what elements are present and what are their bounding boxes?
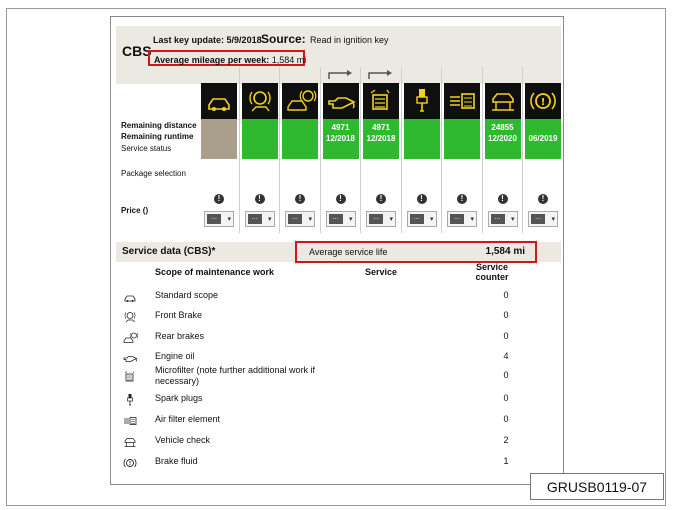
service-status-cell [485,119,521,159]
column-divider [482,67,483,233]
air-filter-icon [444,83,480,119]
col-service-header: Service [365,267,398,277]
chevron-down-icon: ▾ [389,216,393,223]
chevron-down-icon: ▾ [429,216,434,223]
warning-icon: ! [214,194,224,204]
maintenance-item-label: Standard scope [155,290,219,300]
warning-icon: ! [498,194,508,204]
remaining-distance-value [242,123,278,134]
table-row [111,367,563,387]
service-status-cell [323,119,359,159]
car-standard-scope-icon [201,83,237,119]
table-row [111,411,563,431]
service-status-cell [444,119,480,159]
car-standard-scope-icon [119,288,141,306]
maintenance-item-label: Brake fluid [155,456,198,466]
remaining-distance-value [282,123,318,134]
chevron-down-icon: ▾ [227,216,231,223]
remaining-distance-value: 4971 [331,123,350,132]
column-divider [360,67,361,233]
maintenance-item-label: Rear brakes [155,331,205,341]
warning-icon: ! [457,194,467,204]
column-divider [401,67,402,233]
package-selection-dropdown[interactable] [528,211,558,227]
column-divider [522,67,523,233]
microfilter-icon [119,368,141,386]
column-divider [279,67,280,233]
dropdown-value: ... [329,214,343,224]
warning-icon: ! [295,194,305,204]
average-service-life-label: Average service life [309,247,388,257]
average-service-life-value: 1,584 mi [485,246,525,257]
package-selection-dropdown[interactable] [488,211,518,227]
rear-brake-icon [119,329,141,347]
chevron-down-icon: ▾ [308,216,312,223]
dropdown-value: ... [491,214,505,224]
remaining-distance-value [404,123,440,134]
label-remaining-distance: Remaining distance [121,121,197,130]
brake-fluid-icon [525,83,561,119]
table-row [111,390,563,410]
dropdown-value: ... [248,214,262,224]
remaining-distance-value: 4971 [372,123,390,132]
service-status-cell [282,119,318,159]
table-row [111,328,563,348]
column-divider [320,67,321,233]
chevron-down-icon: ▾ [470,216,474,223]
next-service-arrow-icon [363,67,399,83]
warning-icon: ! [538,194,548,204]
brake-fluid-icon [119,454,141,472]
chevron-down-icon: ▾ [551,216,555,223]
remaining-distance-value [444,123,480,134]
service-counter-value: 2 [503,435,509,445]
maintenance-item-label: Vehicle check [155,435,211,445]
label-remaining-runtime: Remaining runtime [121,132,194,141]
average-mileage-value: 1,584 mi [271,55,307,65]
col-counter-header: Service counter [475,262,509,282]
chevron-down-icon: ▾ [348,216,353,223]
spark-plug-icon [404,83,440,119]
table-row [111,287,563,307]
maintenance-item-label: Spark plugs [155,393,203,403]
front-brake-icon [119,308,141,326]
service-counter-value: 0 [503,331,509,341]
table-row [111,432,563,452]
vehicle-check-icon [119,433,141,451]
dropdown-value: ... [369,214,383,224]
cbs-title: CBS [122,43,152,59]
average-mileage-label: Average mileage per week: [154,55,270,65]
col-scope-header: Scope of maintenance work [155,267,275,277]
label-package-selection: Package selection [121,169,186,178]
column-divider [441,67,442,233]
package-selection-dropdown[interactable] [366,211,396,227]
service-counter-value: 0 [503,393,509,403]
dropdown-value: ... [288,214,302,224]
table-row [111,307,563,327]
package-selection-dropdown[interactable] [204,211,234,227]
package-selection-dropdown[interactable] [285,211,315,227]
next-service-arrow-icon [323,67,359,83]
service-counter-value: 0 [503,290,509,300]
label-service-status: Service status [121,144,172,153]
remaining-runtime-value: 06/2019 [528,134,558,143]
dropdown-value: ... [207,214,221,224]
engine-oil-icon [119,349,141,367]
dropdown-value: ... [531,214,545,224]
dropdown-value: ... [410,214,424,224]
service-status-cell [404,119,440,159]
warning-icon: ! [255,194,265,204]
service-data-title: Service data (CBS)* [122,246,216,257]
spark-plug-icon [119,391,141,409]
chevron-down-icon: ▾ [267,216,272,223]
source-value: Read in ignition key [310,35,389,45]
remaining-distance-value: 24855 [491,123,514,132]
service-status-cell [242,119,278,159]
service-counter-value: 1 [503,456,509,466]
svg-text:!: ! [128,461,132,467]
last-key-update: Last key update: 5/9/2018 [153,35,262,45]
remaining-distance-value [525,123,561,134]
svg-text:!: ! [540,97,546,108]
package-selection-dropdown[interactable] [326,211,356,227]
remaining-runtime-value: 12/2020 [488,134,517,143]
service-status-cell [363,119,399,159]
service-status-cell [525,119,561,159]
package-selection-dropdown[interactable] [447,211,477,227]
label-price: Price () [121,206,149,215]
service-counter-value: 0 [503,310,509,320]
average-mileage-highlight [148,50,305,66]
table-row [111,453,563,473]
figure-code: GRUSB0119-07 [530,473,664,500]
service-counter-value: 0 [503,370,509,380]
column-divider [239,67,240,233]
remaining-runtime-value: 12/2018 [366,134,396,143]
warning-icon: ! [417,194,427,204]
package-selection-dropdown[interactable] [407,211,437,227]
dropdown-value: ... [450,214,464,224]
maintenance-item-label: Engine oil [155,351,195,361]
remaining-distance-value [201,123,237,134]
source-label: Source: [261,32,306,46]
front-brake-icon [242,83,278,119]
cbs-panel [110,16,564,485]
remaining-runtime-value: 12/2018 [326,134,355,143]
warning-icon: ! [336,194,346,204]
chevron-down-icon: ▾ [510,216,515,223]
engine-oil-icon [323,83,359,119]
rear-brake-icon [282,83,318,119]
service-counter-value: 0 [503,414,509,424]
maintenance-item-label: Microfilter (note further additional work if necessary) [155,365,316,386]
maintenance-item-label: Front Brake [155,310,203,320]
warning-icon: ! [376,194,386,204]
service-counter-value: 4 [503,351,509,361]
average-service-life-highlight [295,241,537,263]
vehicle-check-icon [485,83,521,119]
air-filter-icon [119,412,141,430]
package-selection-dropdown[interactable] [245,211,275,227]
maintenance-item-label: Air filter element [155,414,221,424]
microfilter-icon [363,83,399,119]
service-status-cell [201,119,237,159]
